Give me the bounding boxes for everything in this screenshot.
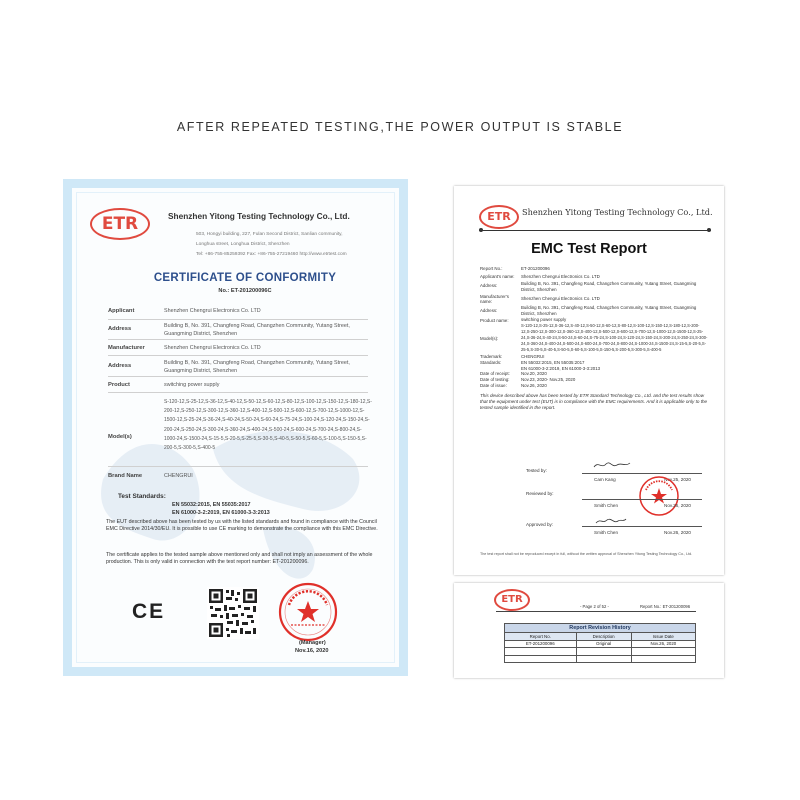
signer-date: Nov.26, 2020	[664, 530, 691, 535]
report-field-label: Date of testing:	[480, 377, 510, 382]
report-statement: This device described above has been tested by ETR Standard Technology Co., Ltd. and the test results show that the equipment under test (EUT) is in compliance with the EMC requirements. And it is applicable only to the tested sample identified in the report.	[480, 393, 708, 410]
report-field-label: Manufacturer's name:	[480, 294, 509, 305]
field-label-address: Address	[108, 326, 132, 332]
etr-logo: ETR	[90, 208, 150, 240]
etr-logo: ETR	[479, 205, 519, 229]
field-value-address-2: Building B, No. 391, Changfeng Road, Changzhen Community, Yutang Street, Guangming District, Shenzhen	[164, 360, 350, 374]
table-title-row	[505, 624, 696, 633]
signer-name: Cam Kang	[594, 477, 616, 482]
field-label-product: Product	[108, 382, 130, 388]
divider	[108, 466, 368, 467]
report-field-value: switching power supply	[521, 317, 567, 322]
field-label-address-2: Address	[108, 363, 132, 369]
report-field-value: Shenzhen Chengrui Electronics Co. LTD	[521, 296, 600, 301]
banner-caption: AFTER REPEATED TESTING,THE POWER OUTPUT IS STABLE	[176, 120, 624, 134]
signature-line	[582, 499, 702, 500]
signer-role: Reviewed by:	[526, 491, 554, 496]
divider	[108, 376, 368, 377]
table-cell: ET-201200096	[505, 640, 577, 648]
signature-line	[582, 473, 702, 474]
header-rule	[496, 611, 696, 612]
signer-date: Nov.26, 2020	[664, 503, 691, 508]
company-name: Shenzhen Yitong Testing Technology Co., Ltd.	[522, 207, 713, 217]
ce-mark: CE	[132, 600, 166, 623]
page-number: - Page 2 of 52 -	[580, 604, 609, 609]
signer-date: Nov.25, 2020	[664, 477, 691, 482]
company-address	[196, 230, 406, 260]
report-field-label: Address:	[480, 283, 498, 288]
emc-test-report-page-2	[454, 583, 724, 678]
report-field-value: Nov.20, 2020	[521, 371, 547, 376]
report-field-label: Address:	[480, 308, 498, 313]
etr-logo: ETR	[494, 589, 530, 611]
field-value-product: switching power supply	[164, 382, 220, 388]
report-field-label: Date of issue:	[480, 383, 507, 388]
validity-paragraph: The certificate applies to the tested sample above mentioned only and shall not imply an assessment of the whole production. This is only valid in connection with the test report number: ET-201200096.	[106, 552, 373, 566]
report-field-value: Building B, No. 391, Changfeng Road, Changzhen Community, Yutang Street, Guangming District, Shenzhen	[521, 305, 697, 316]
company-seal-stamp	[638, 475, 680, 517]
field-value-brand: CHENGRUI	[164, 473, 193, 479]
revision-history-table	[504, 623, 696, 663]
signature-line	[582, 526, 702, 527]
field-value-address: Building B, No. 391, Changfeng Road, Changzhen Community, Yutang Street, Guangming District, Shenzhen	[164, 323, 350, 337]
report-field-value: CHENGRUI	[521, 354, 545, 359]
qr-code	[207, 587, 259, 639]
divider	[108, 339, 368, 340]
manager-label: (Manager)	[299, 640, 326, 646]
column-header: Issue Date	[631, 633, 695, 641]
field-label-applicant: Applicant	[108, 308, 135, 314]
standard-line: EN 61000-3-2:2019, EN 61000-3-3:2013	[172, 510, 270, 516]
table-row-empty	[505, 648, 696, 656]
report-field-value: Building B, No. 391, Changfeng Road, Changzhen Community, Yutang Street, Guangming District, Shenzhen	[521, 281, 697, 292]
address-line: Tel: +86-755-85259392 Fax: +86-755-27219460 http://www.etrtest.com	[196, 252, 347, 257]
column-header: Report No.	[505, 633, 577, 641]
report-field-value: ET-201200096	[521, 266, 550, 271]
divider	[108, 355, 368, 356]
table-header-row	[505, 633, 696, 641]
report-field-label: Model(s):	[480, 336, 499, 341]
report-field-label: Trademark:	[480, 354, 503, 359]
field-label-brand: Brand Name	[108, 473, 143, 479]
divider	[108, 392, 368, 393]
signer-name: Smith Chen	[594, 530, 619, 535]
signature-scribble	[592, 459, 632, 471]
field-label-manufacturer: Manufacturer	[108, 345, 145, 351]
field-label-models: Model(s)	[108, 434, 132, 440]
report-title: EMC Test Report	[531, 241, 647, 257]
table-cell: Nov.26, 2020	[631, 640, 695, 648]
field-value-models: S-120-12,S-25-12,S-36-12,S-40-12,S-50-12,S-60-12,S-80-12,S-100-12,S-150-12,S-180-12,S-200-12,S-250-12,S-300-12,S-360-12,S-400-12,S-500-12,S-600-12,S-700-12,S-1000-12,S-1500-12,S-25-24,S-36-24,S-40-24,S-50-24,S-60-24,S-75-24,S-100-24,S-120-24,S-150-24,S-200-24,S-250-24,S-300-24,S-360-24,S-400-24,S-500-24,S-600-24,S-700-24,S-800-24,S-1000-24,S-1500-24,S-15-5,S-20-5,S-25-5,S-30-5,S-40-5,S-50-5,S-60-5,S-100-5,S-150-5,S-200-5,S-300-5,S-400-5	[164, 399, 372, 452]
report-field-value: Nov.23, 2020- Nov.25, 2020	[521, 377, 576, 382]
report-field-value: Nov.26, 2020	[521, 383, 547, 388]
address-line: 503, Hongyi building, 227, Fulan Second District, Sanlian community,	[196, 232, 343, 237]
report-models-value: S-120-12,S-25-12,S-36-12,S-40-12,S-50-12,S-60-12,S-80-12,S-100-12,S-150-12,S-180-12,S-200-12,S-250-12,S-300-12,S-360-12,S-400-12,S-500-12,S-600-12,S-700-12,S-1000-12,S-1500-12,S-25-24,S-36-24,S-40-24,S-50-24,S-60-24,S-75-24,S-100-24,S-120-24,S-150-24,S-200-24,S-250-24,S-300-24,S-360-24,S-400-24,S-500-24,S-600-24,S-700-24,S-800-24,S-1000-24,S-1500-24,S-15-5,S-20-5,S-25-5,S-30-5,S-40-5,S-50-5,S-60-5,S-100-5,S-150-5,S-200-5,S-300-5,S-400-5	[521, 323, 708, 352]
field-value-applicant: Shenzhen Chengrui Electronics Co. LTD	[164, 308, 261, 314]
report-field-label: Date of receipt:	[480, 371, 510, 376]
standard-line: EN 55032:2015, EN 55035:2017	[172, 502, 251, 508]
report-number: Report No.: ET-201200096	[640, 604, 691, 609]
signer-name: Smith Chen	[594, 503, 619, 508]
table-row	[505, 640, 696, 648]
company-name: Shenzhen Yitong Testing Technology Co., Ltd.	[168, 211, 350, 221]
divider	[108, 319, 368, 320]
company-seal-stamp	[277, 581, 339, 643]
report-field-label: Product name:	[480, 318, 509, 323]
report-field-label: Applicant's name:	[480, 274, 515, 279]
signer-role: Approved by:	[526, 522, 554, 527]
certificate-date: Nov.16, 2020	[295, 648, 329, 654]
signer-role: Tested by:	[526, 468, 547, 473]
report-field-value: Shenzhen Chengrui Electronics Co. LTD	[521, 274, 600, 279]
emc-test-report-page-1	[454, 186, 724, 575]
table-row-empty	[505, 655, 696, 663]
compliance-paragraph: The EUT described above has been tested by us with the listed standards and found in compliance with the Council EMC Directive 2014/30/EU. It is possible to use CE marking to demonstrate the compliance with this EMC Directive.	[106, 519, 378, 533]
report-field-label: Standards:	[480, 360, 502, 365]
signature-scribble	[594, 516, 628, 526]
certificate-of-conformity	[63, 179, 408, 676]
table-title: Report Revision History	[505, 624, 696, 633]
report-field-label: Report No.:	[480, 266, 503, 271]
field-value-manufacturer: Shenzhen Chengrui Electronics Co. LTD	[164, 345, 261, 351]
certificate-number: No.: ET-201200096C	[218, 288, 272, 294]
header-rule	[479, 230, 711, 231]
report-field-value: EN 55032:2015, EN 55035:2017 EN 61000-3-2:2019, EN 61000-3-3:2013	[521, 360, 601, 371]
table-cell: Original	[576, 640, 631, 648]
test-standards-heading: Test Standards:	[118, 493, 166, 500]
report-footnote: The test report shall not be reproduced except in full, without the written approval of Shenzhen Yitong Testing Technology Co., Ltd.	[480, 552, 693, 556]
address-line: Longhua street, Longhua District, Shenzhen	[196, 242, 290, 247]
column-header: Description	[576, 633, 631, 641]
certificate-title: CERTIFICATE OF CONFORMITY	[153, 272, 337, 284]
